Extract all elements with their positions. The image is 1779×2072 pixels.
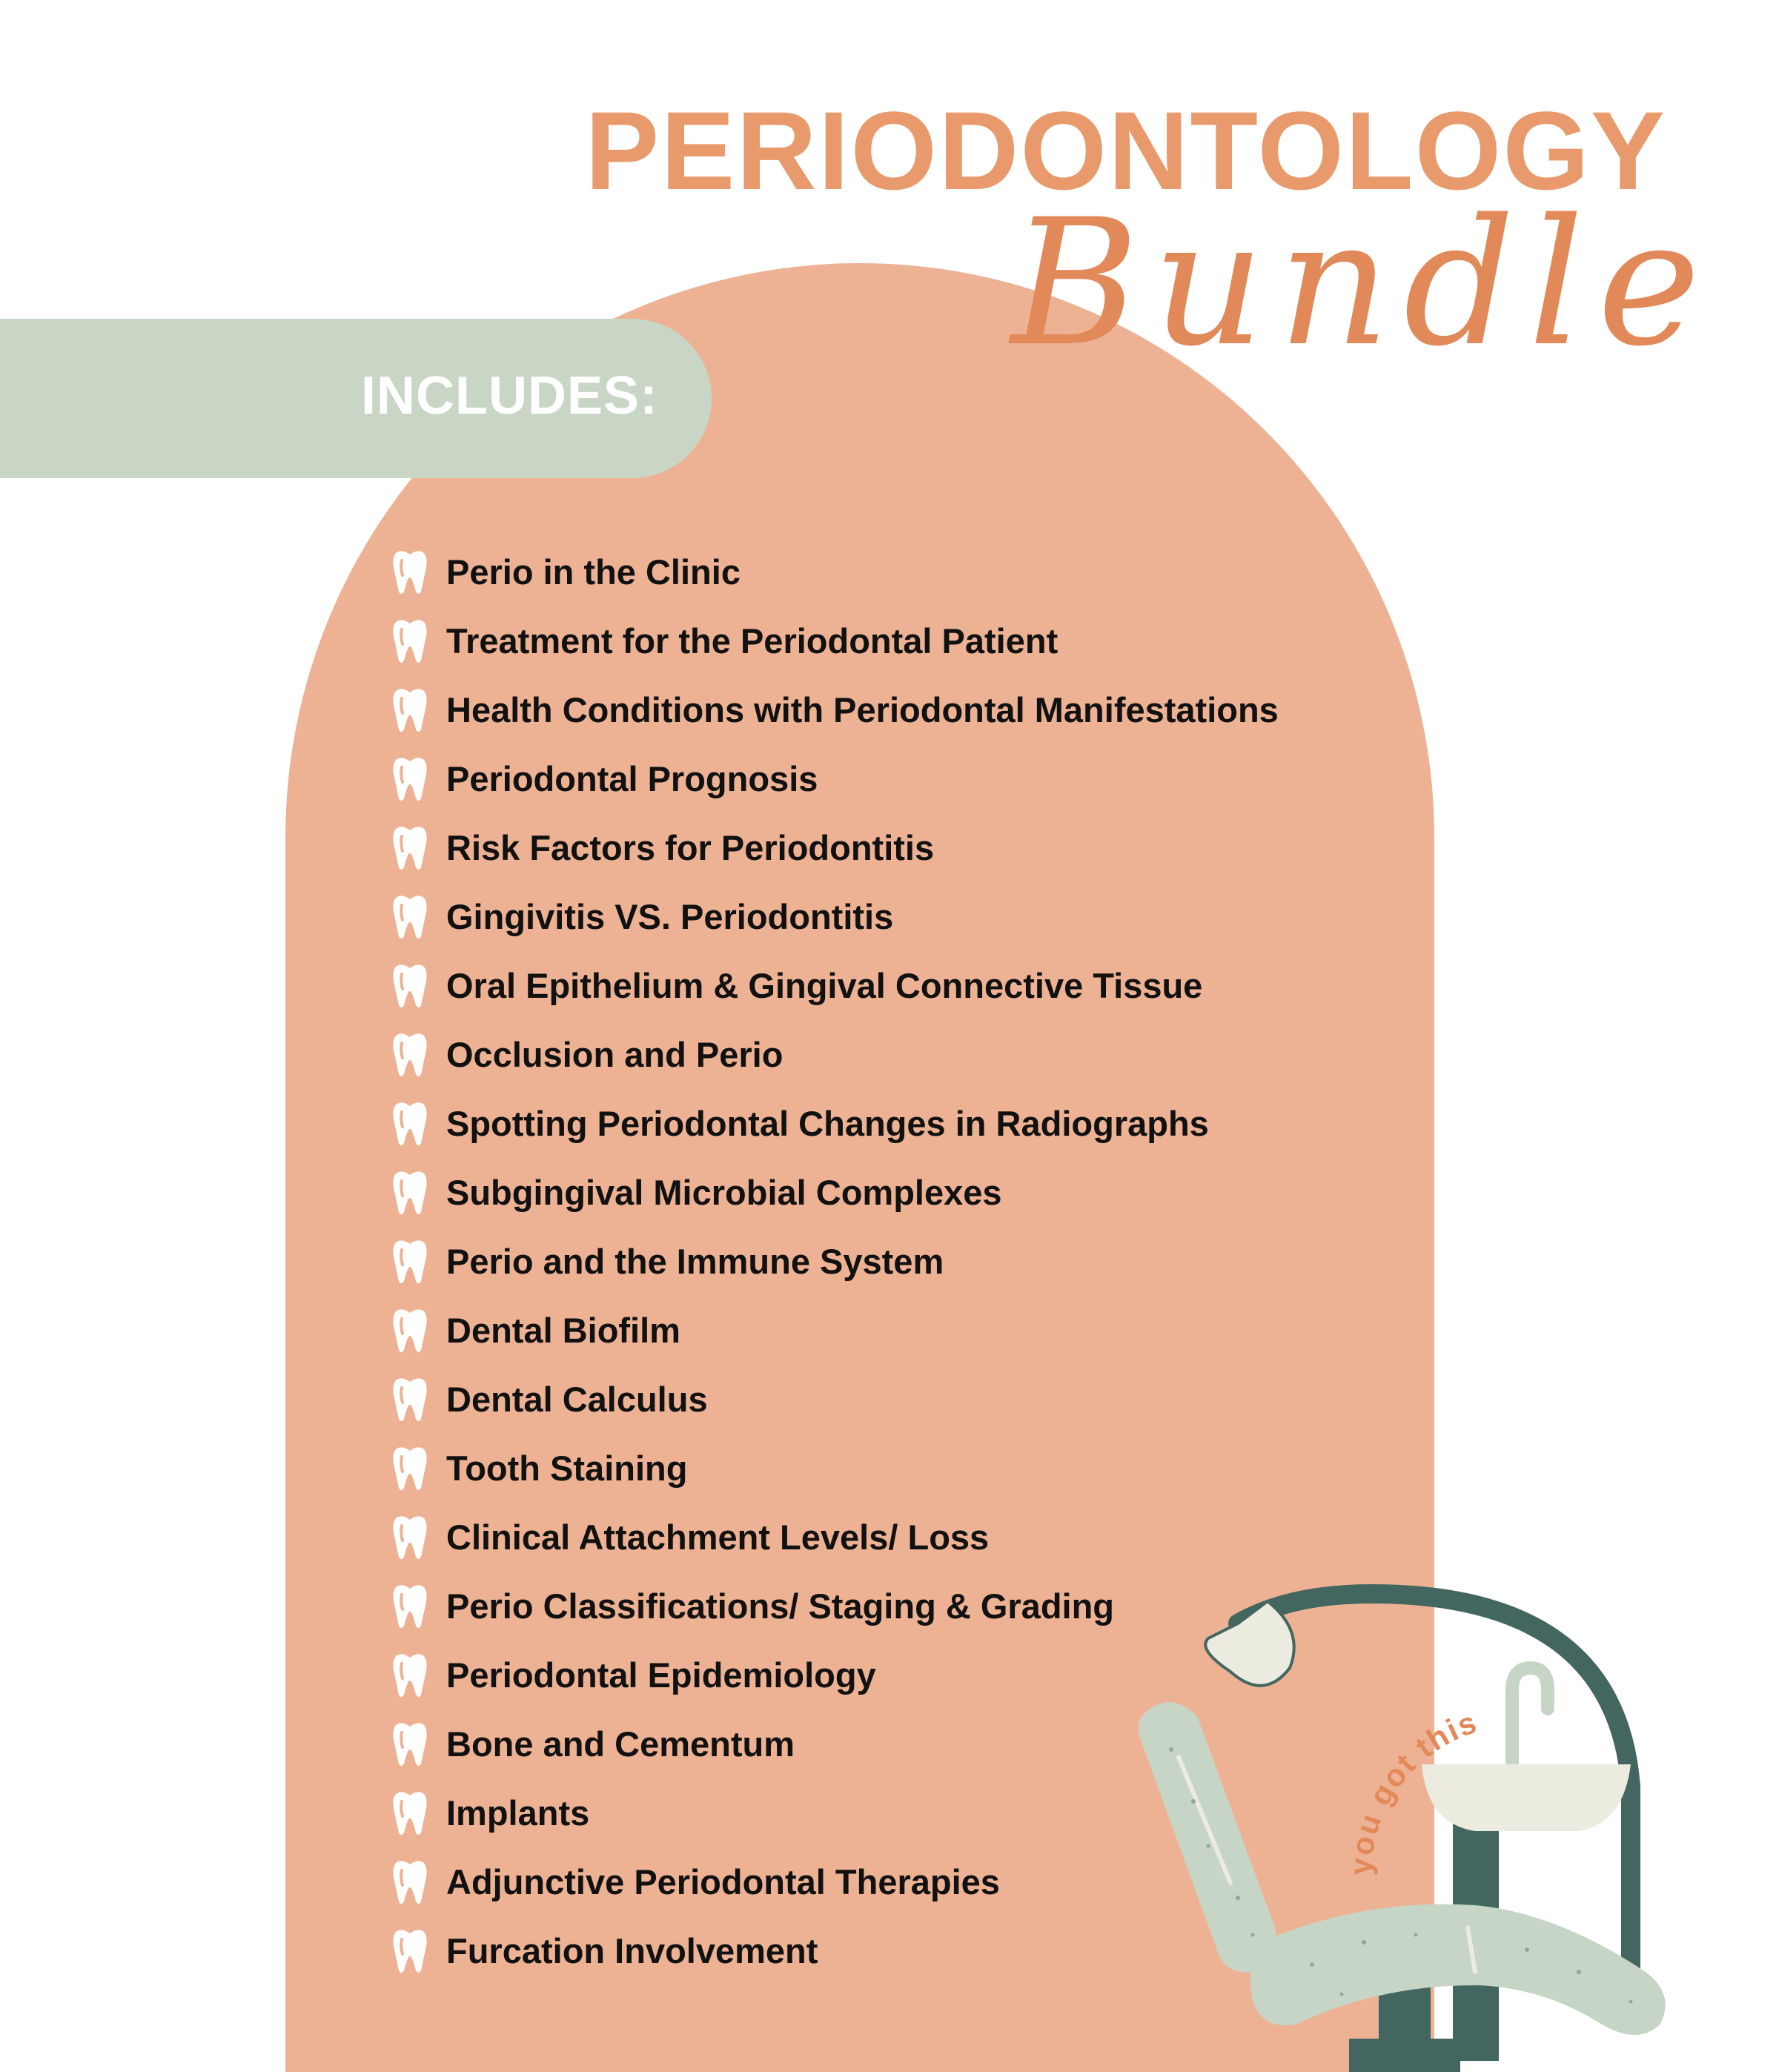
topic-item — [391, 813, 1279, 882]
topic-label: Adjunctive Periodontal Therapies — [446, 1862, 1000, 1901]
tooth-icon — [391, 962, 428, 1010]
topic-item — [391, 882, 1279, 951]
topic-item — [391, 1089, 1279, 1158]
topic-item — [391, 537, 1279, 606]
topic-label: Bone and Cementum — [446, 1724, 795, 1764]
topic-label: Tooth Staining — [446, 1449, 688, 1488]
topic-label: Periodontal Epidemiology — [446, 1655, 876, 1695]
tooth-icon — [391, 1100, 428, 1148]
page-title: PERIODONTOLOGY — [585, 88, 1666, 213]
includes-banner — [0, 319, 712, 478]
tooth-icon — [391, 1927, 428, 1975]
topic-label: Oral Epithelium & Gingival Connective Tissue — [446, 966, 1203, 1005]
tooth-icon — [391, 1031, 428, 1079]
topic-label: Subgingival Microbial Complexes — [446, 1173, 1002, 1212]
topic-label: Perio and the Immune System — [446, 1242, 944, 1281]
topic-label: Health Conditions with Periodontal Manifestations — [446, 690, 1279, 729]
tooth-icon — [391, 1376, 428, 1423]
tooth-icon — [391, 1445, 428, 1492]
tooth-icon — [391, 893, 428, 941]
tooth-icon — [391, 1238, 428, 1285]
tooth-icon — [391, 1307, 428, 1354]
topic-label: Dental Biofilm — [446, 1311, 680, 1350]
topic-label: Implants — [446, 1793, 590, 1833]
tooth-icon — [391, 1790, 428, 1837]
topic-label: Gingivitis VS. Periodontitis — [446, 897, 894, 936]
tooth-icon — [391, 549, 428, 596]
topic-label: Occlusion and Perio — [446, 1035, 784, 1074]
topic-label: Treatment for the Periodontal Patient — [446, 621, 1059, 661]
topic-item — [391, 1503, 1279, 1572]
tagline-text: you got this — [1342, 1704, 1482, 1876]
tooth-icon — [391, 686, 428, 734]
tooth-icon — [391, 755, 428, 803]
topic-label: Risk Factors for Periodontitis — [446, 828, 935, 867]
topic-item — [391, 1158, 1279, 1227]
topic-label: Perio in the Clinic — [446, 552, 741, 592]
tooth-icon — [391, 1169, 428, 1217]
topic-item — [391, 675, 1279, 744]
topic-item — [391, 1227, 1279, 1296]
tooth-icon — [391, 1514, 428, 1561]
tooth-icon — [391, 1721, 428, 1768]
topic-label: Dental Calculus — [446, 1380, 708, 1419]
topic-label: Periodontal Prognosis — [446, 759, 818, 798]
script-subtitle: Bundle — [1010, 182, 1714, 385]
tooth-icon — [391, 1858, 428, 1906]
topic-label: Furcation Involvement — [446, 1931, 818, 1970]
topic-item — [391, 1365, 1279, 1434]
tooth-icon — [391, 618, 428, 665]
topic-item — [391, 1020, 1279, 1089]
dental-chair-icon — [1127, 1579, 1720, 2072]
topic-item — [391, 744, 1279, 813]
tooth-icon — [391, 1583, 428, 1630]
tooth-icon — [391, 824, 428, 872]
tooth-icon — [391, 1652, 428, 1699]
topic-item — [391, 951, 1279, 1020]
topic-label: Clinical Attachment Levels/ Loss — [446, 1517, 990, 1557]
includes-label: INCLUDES: — [361, 366, 658, 426]
topic-item — [391, 606, 1279, 675]
topic-label: Perio Classifications/ Staging & Grading — [446, 1586, 1115, 1626]
topic-item — [391, 1434, 1279, 1503]
topic-label: Spotting Periodontal Changes in Radiographs — [446, 1104, 1209, 1143]
topic-item — [391, 1296, 1279, 1365]
